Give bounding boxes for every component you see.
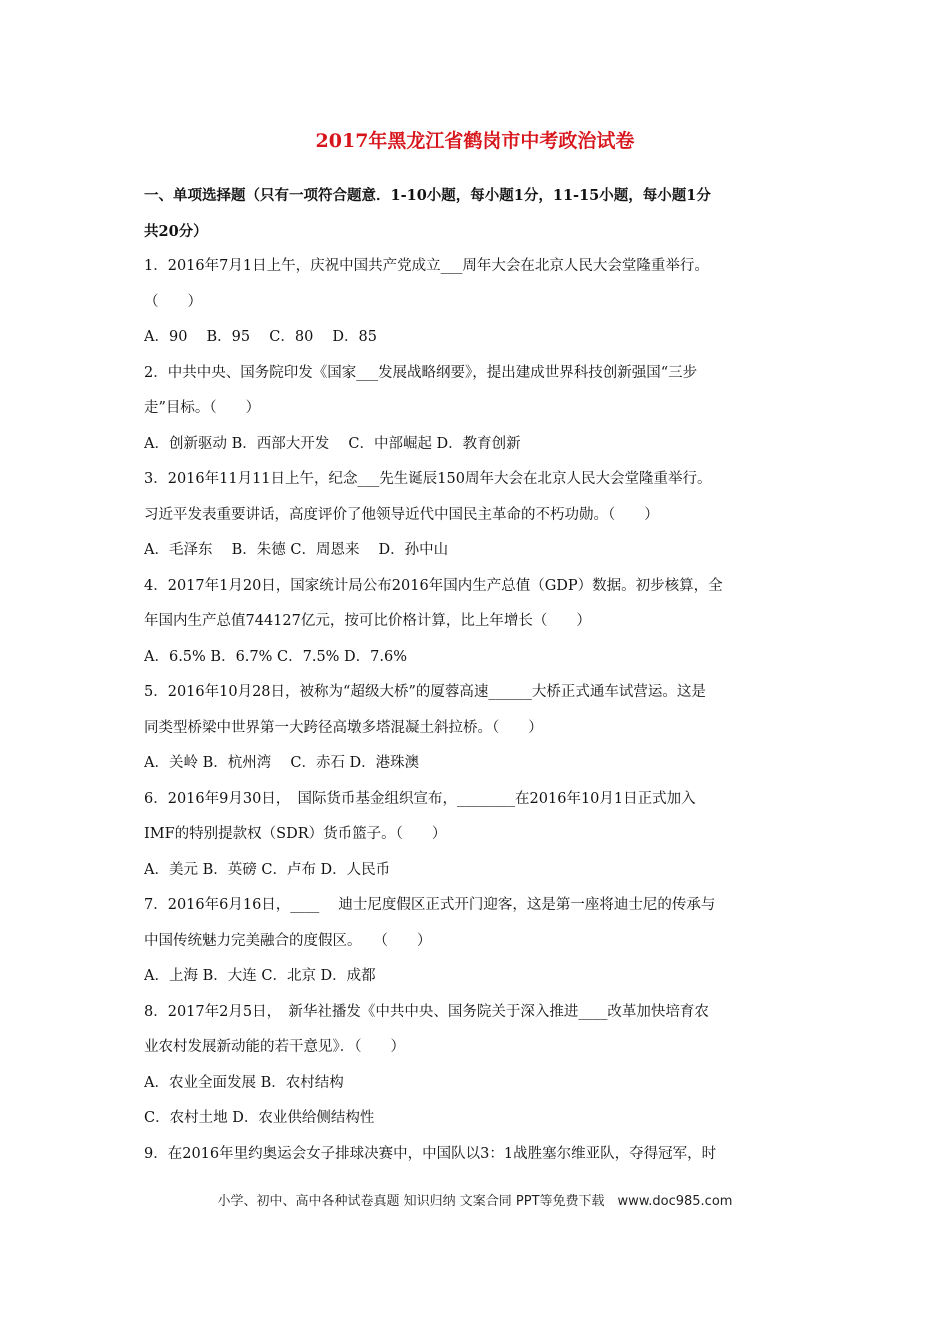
q3-stem-line-2: 习近平发表重要讲话，高度评价了他领导近代中国民主革命的不朽功勋。（ ） bbox=[144, 506, 659, 523]
document-body bbox=[144, 178, 814, 1172]
q9-stem-line-1: 9．在2016年里约奥运会女子排球决赛中，中国队以3：1战胜塞尔维亚队，夺得冠军，时 bbox=[144, 1145, 717, 1162]
q8-options-line-2: C．农村土地 D．农业供给侧结构性 bbox=[144, 1110, 375, 1126]
q3-stem-line-1: 3．2016年11月11日上午，纪念___先生诞辰150周年大会在北京人民大会堂隆重举行。 bbox=[144, 471, 712, 487]
section-heading-line-2: 共20分） bbox=[144, 222, 208, 240]
q8-options-line-1: A．农业全面发展 B．农村结构 bbox=[144, 1074, 344, 1091]
q2-options: A．创新驱动 B．西部大开发 C．中部崛起 D．教育创新 bbox=[144, 435, 521, 452]
q2-stem-line-1: 2．中共中央、国务院印发《国家___发展战略纲要》，提出建成世界科技创新强国“三步 bbox=[144, 364, 698, 381]
q7-stem-line-2: 中国传统魅力完美融合的度假区。 （ ） bbox=[144, 932, 432, 949]
q1-stem-line-2: （ ） bbox=[144, 293, 202, 310]
q6-stem-line-1: 6．2016年9月30日， 国际货币基金组织宣布，________在2016年10月1日正式加入 bbox=[144, 790, 696, 807]
q4-stem-line-2: 年国内生产总值744127亿元，按可比价格计算，比上年增长（ ） bbox=[144, 613, 591, 629]
q1-options: A．90 B．95 C．80 D．85 bbox=[144, 329, 377, 345]
q8-stem-line-2: 业农村发展新动能的若干意见》．（ ） bbox=[144, 1039, 405, 1055]
q4-stem-line-1: 4．2017年1月20日，国家统计局公布2016年国内生产总值（GDP）数据。初步核算，全 bbox=[144, 577, 723, 594]
document-title: 2017年黑龙江省鹤岗市中考政治试卷 bbox=[315, 130, 635, 152]
q5-options: A．关岭 B．杭州湾 C．赤石 D．港珠澳 bbox=[144, 755, 420, 771]
q6-stem-line-2: IMF的特别提款权（SDR）货币篮子。（ ） bbox=[144, 826, 447, 842]
q7-stem-line-1: 7．2016年6月16日，____ 迪士尼度假区正式开门迎客，这是第一座将迪士尼的传承与 bbox=[144, 897, 716, 913]
q5-stem-line-2: 同类型桥梁中世界第一大跨径高墩多塔混凝土斜拉桥。（ ） bbox=[144, 719, 543, 736]
q1-stem-line-1: 1．2016年7月1日上午，庆祝中国共产党成立___周年大会在北京人民大会堂隆重举行。 bbox=[144, 258, 709, 274]
q2-stem-line-2: 走”目标。（ ） bbox=[144, 400, 261, 416]
q4-options: A．6.5% B．6.7% C．7.5% D．7.6% bbox=[144, 648, 408, 665]
q7-options: A．上海 B．大连 C．北京 D．成都 bbox=[144, 968, 376, 984]
q8-stem-line-1: 8．2017年2月5日， 新华社播发《中共中央、国务院关于深入推进____改革加快培育农 bbox=[144, 1003, 709, 1020]
q5-stem-line-1: 5．2016年10月28日，被称为“超级大桥”的厦蓉高速______大桥正式通车试营运。这是 bbox=[144, 684, 706, 700]
section-heading-line-1: 一、单项选择题（只有一项符合题意．1-10小题，每小题1分，11-15小题，每小题1分 bbox=[144, 187, 711, 204]
q6-options: A．美元 B．英磅 C．卢布 D．人民币 bbox=[144, 861, 391, 878]
page-footer: 小学、初中、高中各种试卷真题 知识归纳 文案合同 PPT等免费下载 www.doc985.com bbox=[217, 1194, 733, 1209]
q3-options: A．毛泽东 B．朱德 C．周恩来 D．孙中山 bbox=[144, 542, 449, 558]
